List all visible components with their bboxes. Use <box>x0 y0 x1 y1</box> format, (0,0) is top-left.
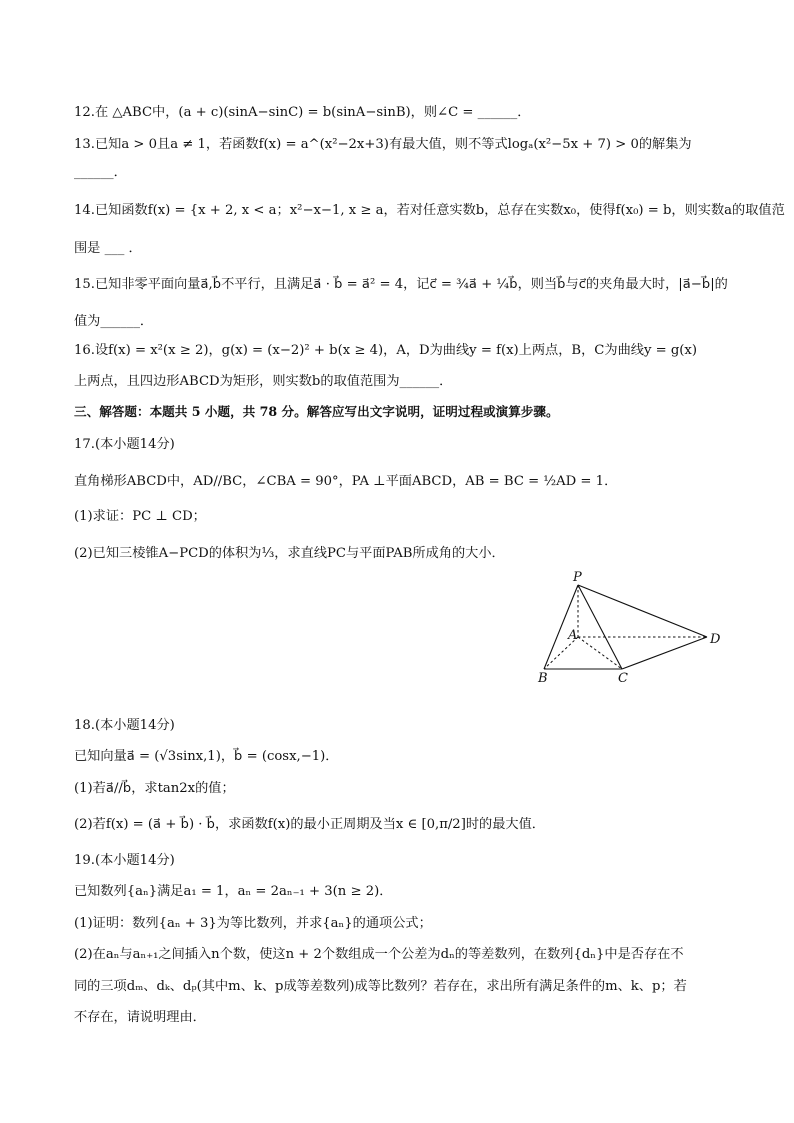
line-q15-cont: 值为______． <box>74 314 154 329</box>
line-q14-cont: 围是 ___ ． <box>74 241 142 256</box>
line-q19-stem: 已知数列{aₙ}满足a₁ = 1，aₙ = 2aₙ₋₁ + 3(n ≥ 2)． <box>74 884 393 899</box>
line-q19-header: 19.(本小题14分) <box>74 853 175 868</box>
pyramid-figure <box>530 565 730 690</box>
line-q17-stem: 直角梯形ABCD中，AD//BC，∠CBA = 90°，PA ⊥平面ABCD，AB = BC = ½AD = 1． <box>74 474 618 489</box>
line-q18-part1: (1)若a⃗//b⃗，求tan2x的值； <box>74 781 235 796</box>
label-A: A <box>568 628 578 643</box>
line-q18-stem: 已知向量a⃗ = (√3sinx,1)，b⃗ = (cosx,−1)． <box>74 749 339 764</box>
line-q12: 12.在 △ABC中，(a + c)(sinA−sinC) = b(sinA−sinB)，则∠C = ______． <box>74 105 531 120</box>
edge-PB <box>544 585 578 669</box>
pyramid-diagram <box>530 565 730 690</box>
line-q16: 16.设f(x) = x²(x ≥ 2)，g(x) = (x−2)² + b(x ≥ 4)，A，D为曲线y = f(x)上两点，B，C为曲线y = g(x) <box>74 343 698 358</box>
line-q19-part1: (1)证明：数列{aₙ + 3}为等比数列，并求{aₙ}的通项公式； <box>74 916 432 931</box>
line-q17-part1: (1)求证：PC ⊥ CD； <box>74 509 206 524</box>
edge-CD <box>622 637 707 669</box>
line-q13-cont: ______． <box>74 165 127 180</box>
edge-PD <box>578 585 707 637</box>
line-q19-part2-cont1: 同的三项dₘ、dₖ、dₚ(其中m、k、p成等差数列)成等比数列？若存在，求出所有满足条件的m、k、p；若 <box>74 979 687 994</box>
line-q14: 14.已知函数f(x) = {x + 2, x < a；x²−x−1, x ≥ a，若对任意实数b，总存在实数x₀，使得f(x₀) = b，则实数a的取值范 <box>74 203 785 218</box>
line-q16-cont: 上两点，且四边形ABCD为矩形，则实数b的取值范围为______． <box>74 374 453 389</box>
line-q17-header: 17.(本小题14分) <box>74 437 175 452</box>
line-q18-header: 18.(本小题14分) <box>74 718 175 733</box>
section-heading: 三、解答题：本题共 5 小题，共 78 分。解答应写出文字说明，证明过程或演算步骤。 <box>74 404 559 419</box>
line-q13: 13.已知a > 0且a ≠ 1，若函数f(x) = a^(x²−2x+3)有最大值，则不等式logₐ(x²−5x + 7) > 0的解集为 <box>74 137 692 152</box>
label-D: D <box>710 632 721 647</box>
label-C: C <box>618 671 628 686</box>
line-q17-part2: (2)已知三棱锥A−PCD的体积为⅓，求直线PC与平面PAB所成角的大小． <box>74 546 505 561</box>
label-P: P <box>573 570 582 585</box>
line-q18-part2: (2)若f(x) = (a⃗ + b⃗) · b⃗，求函数f(x)的最小正周期及当x ∈ [0,π/2]时的最大值． <box>74 817 545 832</box>
line-q19-part2-cont2: 不存在，请说明理由． <box>74 1010 206 1025</box>
edge-PC <box>578 585 622 669</box>
line-q19-part2: (2)在aₙ与aₙ₊₁之间插入n个数，使这n + 2个数组成一个公差为dₙ的等差数列，在数列{dₙ}中是否存在不 <box>74 947 684 962</box>
label-B: B <box>538 671 548 686</box>
line-q15: 15.已知非零平面向量a⃗,b⃗不平行，且满足a⃗ · b⃗ = a⃗² = 4，记c⃗ = ¾a⃗ + ¼b⃗，则当b⃗与c⃗的夹角最大时，|a⃗−b⃗|的 <box>74 277 728 292</box>
edge-AC <box>578 637 622 669</box>
